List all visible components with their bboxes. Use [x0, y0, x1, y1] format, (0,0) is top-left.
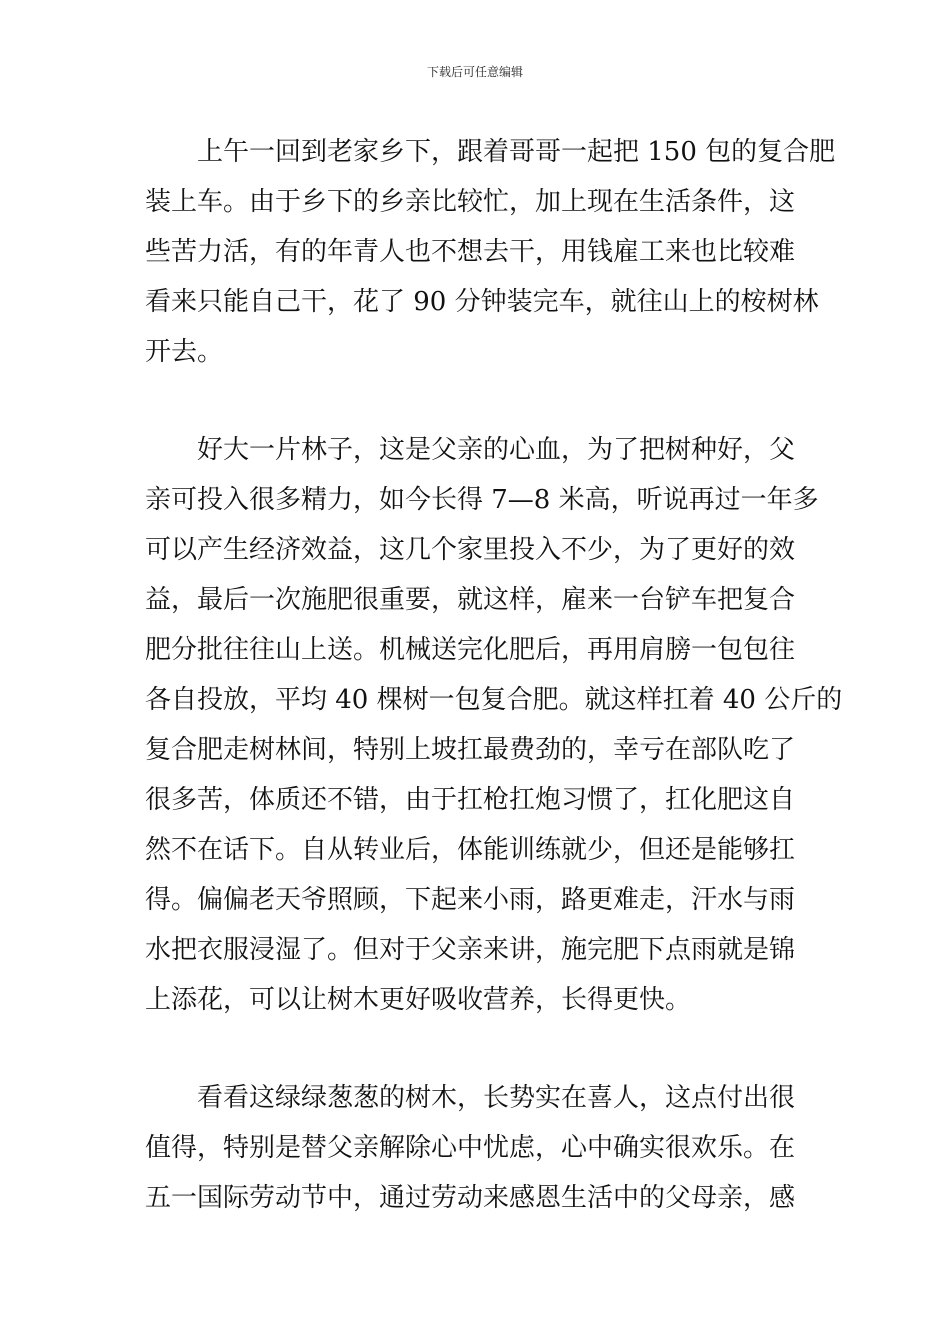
text-line: 可以产生经济效益，这几个家里投入不少，为了更好的效 — [145, 535, 796, 565]
text-line: 上午一回到老家乡下，跟着哥哥一起把 150 包的复合肥 — [197, 137, 836, 167]
text-line: 装上车。由于乡下的乡亲比较忙，加上现在生活条件，这 — [145, 187, 796, 217]
paragraph-1 — [145, 127, 836, 377]
text-line: 些苦力活，有的年青人也不想去干，用钱雇工来也比较难 — [145, 237, 796, 267]
text-line: 各自投放，平均 40 棵树一包复合肥。就这样扛着 40 公斤的 — [145, 685, 843, 715]
text-line: 上添花，可以让树木更好吸收营养，长得更快。 — [145, 985, 692, 1015]
text-line: 复合肥走树林间，特别上坡扛最费劲的，幸亏在部队吃了 — [145, 735, 796, 765]
text-line: 亲可投入很多精力，如今长得 7—8 米高，听说再过一年多 — [145, 485, 819, 515]
paragraph-2 — [145, 425, 843, 1025]
text-line: 看看这绿绿葱葱的树木，长势实在喜人，这点付出很 — [197, 1083, 796, 1113]
text-line: 看来只能自己干，花了 90 分钟装完车，就往山上的桉树林 — [145, 287, 819, 317]
text-line: 五一国际劳动节中，通过劳动来感恩生活中的父母亲，感 — [145, 1183, 796, 1213]
text-line: 好大一片林子，这是父亲的心血，为了把树种好，父 — [197, 435, 796, 465]
text-line: 肥分批往往山上送。机械送完化肥后，再用肩膀一包包往 — [145, 635, 796, 665]
paragraph-3 — [145, 1073, 807, 1223]
paragraph-spacer — [145, 1025, 807, 1073]
text-line: 水把衣服浸湿了。但对于父亲来讲，施完肥下点雨就是锦 — [145, 935, 796, 965]
text-line: 很多苦，体质还不错，由于扛枪扛炮习惯了，扛化肥这自 — [145, 785, 796, 815]
text-line: 益，最后一次施肥很重要，就这样，雇来一台铲车把复合 — [145, 585, 796, 615]
text-line: 开去。 — [145, 337, 224, 367]
text-line: 得。偏偏老天爷照顾，下起来小雨，路更难走，汗水与雨 — [145, 885, 796, 915]
paragraph-spacer — [145, 377, 807, 425]
text-line: 值得，特别是替父亲解除心中忧虑，心中确实很欢乐。在 — [145, 1133, 796, 1163]
text-line: 然不在话下。自从转业后，体能训练就少，但还是能够扛 — [145, 835, 796, 865]
document-body — [145, 127, 843, 1223]
page-header: 下载后可任意编辑 — [426, 65, 523, 79]
